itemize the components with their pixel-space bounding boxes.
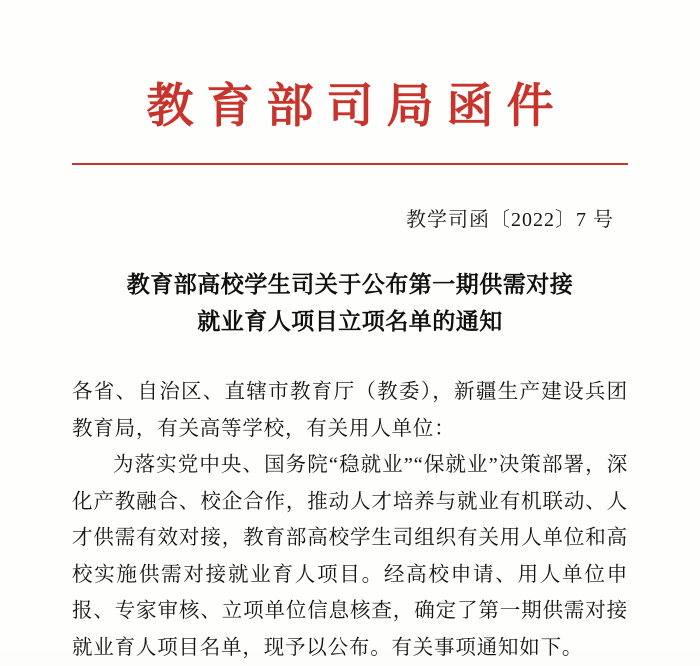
document-title [72, 266, 628, 341]
document-body [72, 374, 628, 666]
document-number: 教学司函〔2022〕7 号 [406, 208, 614, 231]
masthead-divider-rule [72, 163, 628, 165]
body-paragraph-main: 为落实党中央、国务院“稳就业”“保就业”决策部署，深化产教融合、校企合作，推动人才培养与就业有机联动、人才供需有效对接，教育部高校学生司组织有关用人单位和高校实施供需对接就业育人项目。经高校申请、用人单位申报、专家审核、立项单位信息核查，确定了第一期供需对接就业育人项目名单，现予以公布。有关事项通知如下。 [72, 454, 628, 659]
masthead [72, 0, 628, 165]
masthead-title: 教育部司局函件 [146, 79, 567, 134]
document-title-line-2: 就业育人项目立项名单的通知 [197, 309, 503, 334]
body-paragraph-salutation: 各省、自治区、直辖市教育厅（教委），新疆生产建设兵团教育局，有关高等学校，有关用人单位： [72, 381, 628, 440]
document-title-line-1: 教育部高校学生司关于公布第一期供需对接 [126, 271, 574, 297]
